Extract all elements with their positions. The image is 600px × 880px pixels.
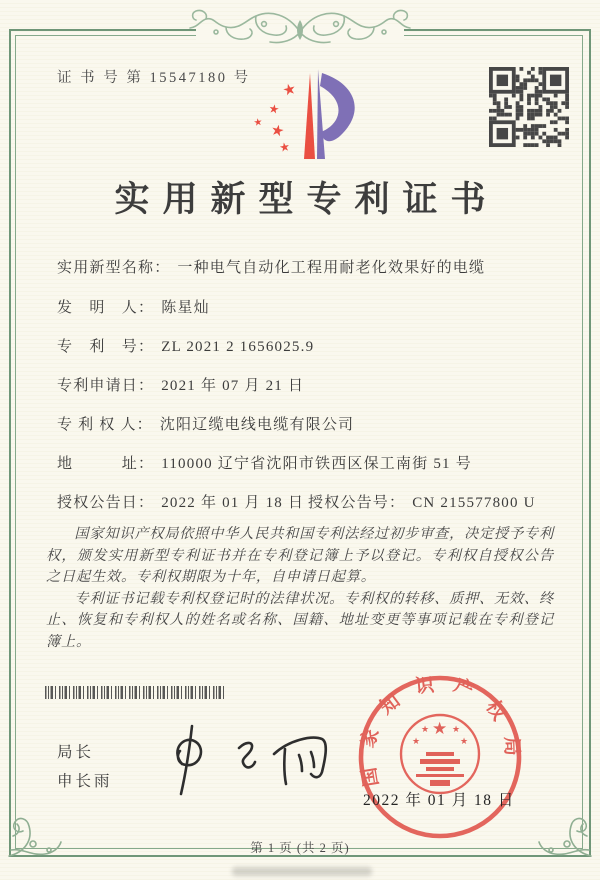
national-emblem-icon <box>401 715 479 793</box>
director-signature <box>138 718 348 804</box>
grant-date-value: 2022 年 01 月 18 日 <box>161 495 305 511</box>
certificate-number: 证 书 号 第 15547180 号 <box>57 70 251 86</box>
field-inventor <box>57 296 557 317</box>
svg-text:★: ★ <box>252 116 264 129</box>
director-title: 局长 <box>57 744 95 761</box>
svg-text:★: ★ <box>412 737 421 747</box>
certificate-title: 实用新型专利证书 <box>114 180 499 219</box>
svg-text:★: ★ <box>267 101 281 117</box>
field-label: 专 利 号： <box>57 339 155 355</box>
legal-text <box>46 524 554 653</box>
seal-date: 2022 年 01 月 18 日 <box>363 792 515 809</box>
svg-text:★: ★ <box>452 725 461 735</box>
field-value: 110000 辽宁省沈阳市铁西区保工南街 51 号 <box>161 456 472 472</box>
cnipa-logo-icon <box>240 60 362 164</box>
field-label: 专利申请日： <box>57 378 155 394</box>
field-filing-date <box>57 374 557 395</box>
field-value: 陈星灿 <box>161 300 210 316</box>
field-address <box>57 452 557 473</box>
director-name: 申长雨 <box>57 773 113 790</box>
legal-paragraph-1: 国家知识产权局依照中华人民共和国专利法经过初步审查，决定授予专利权，颁发实用新型专利证书并在专利登记簿上予以登记。专利权自授权公告之日起生效。专利权期限为十年，自申请日起算。 <box>46 526 554 585</box>
svg-text:★: ★ <box>280 79 299 100</box>
barcode <box>45 686 225 699</box>
field-grant-row <box>57 491 557 512</box>
field-utility-model-name <box>57 256 557 277</box>
svg-text:★: ★ <box>421 725 430 735</box>
legal-paragraph-2: 专利证书记载专利权登记时的法律状况。专利权的转移、质押、无效、终止、恢复和专利权人的姓名或名称、国籍、地址变更等事项记载在专利登记簿上。 <box>46 590 554 650</box>
svg-text:★: ★ <box>460 737 469 747</box>
field-patentee <box>57 413 557 434</box>
page-number: 第 1 页 (共 2 页) <box>250 841 350 855</box>
grant-no-value: CN 215577800 U <box>412 495 536 511</box>
field-patent-number <box>57 335 557 356</box>
field-value: 一种电气自动化工程用耐老化效果好的电缆 <box>177 260 486 276</box>
director-block <box>57 738 113 796</box>
official-seal <box>356 672 524 840</box>
dragon-ornament <box>178 2 422 54</box>
grant-no-label: 授权公告号： <box>308 495 406 511</box>
svg-text:★: ★ <box>269 120 287 141</box>
field-value: 2021 年 07 月 21 日 <box>161 378 305 394</box>
svg-text:★: ★ <box>432 719 448 739</box>
field-label: 实用新型名称： <box>57 260 171 276</box>
svg-text:★: ★ <box>278 139 292 155</box>
field-label: 专 利 权 人： <box>57 417 153 433</box>
field-label: 发 明 人： <box>57 300 155 316</box>
field-label: 地 址： <box>57 456 155 472</box>
seal-arc-text: 国家知识产权局 <box>356 673 523 788</box>
bleed-through-smudge <box>232 867 372 876</box>
field-value: ZL 2021 2 1656025.9 <box>161 339 315 355</box>
qr-code <box>489 67 569 147</box>
grant-date-label: 授权公告日： <box>57 495 155 511</box>
field-value: 沈阳辽缆电线电缆有限公司 <box>159 417 355 433</box>
field-grant-number <box>308 491 536 512</box>
